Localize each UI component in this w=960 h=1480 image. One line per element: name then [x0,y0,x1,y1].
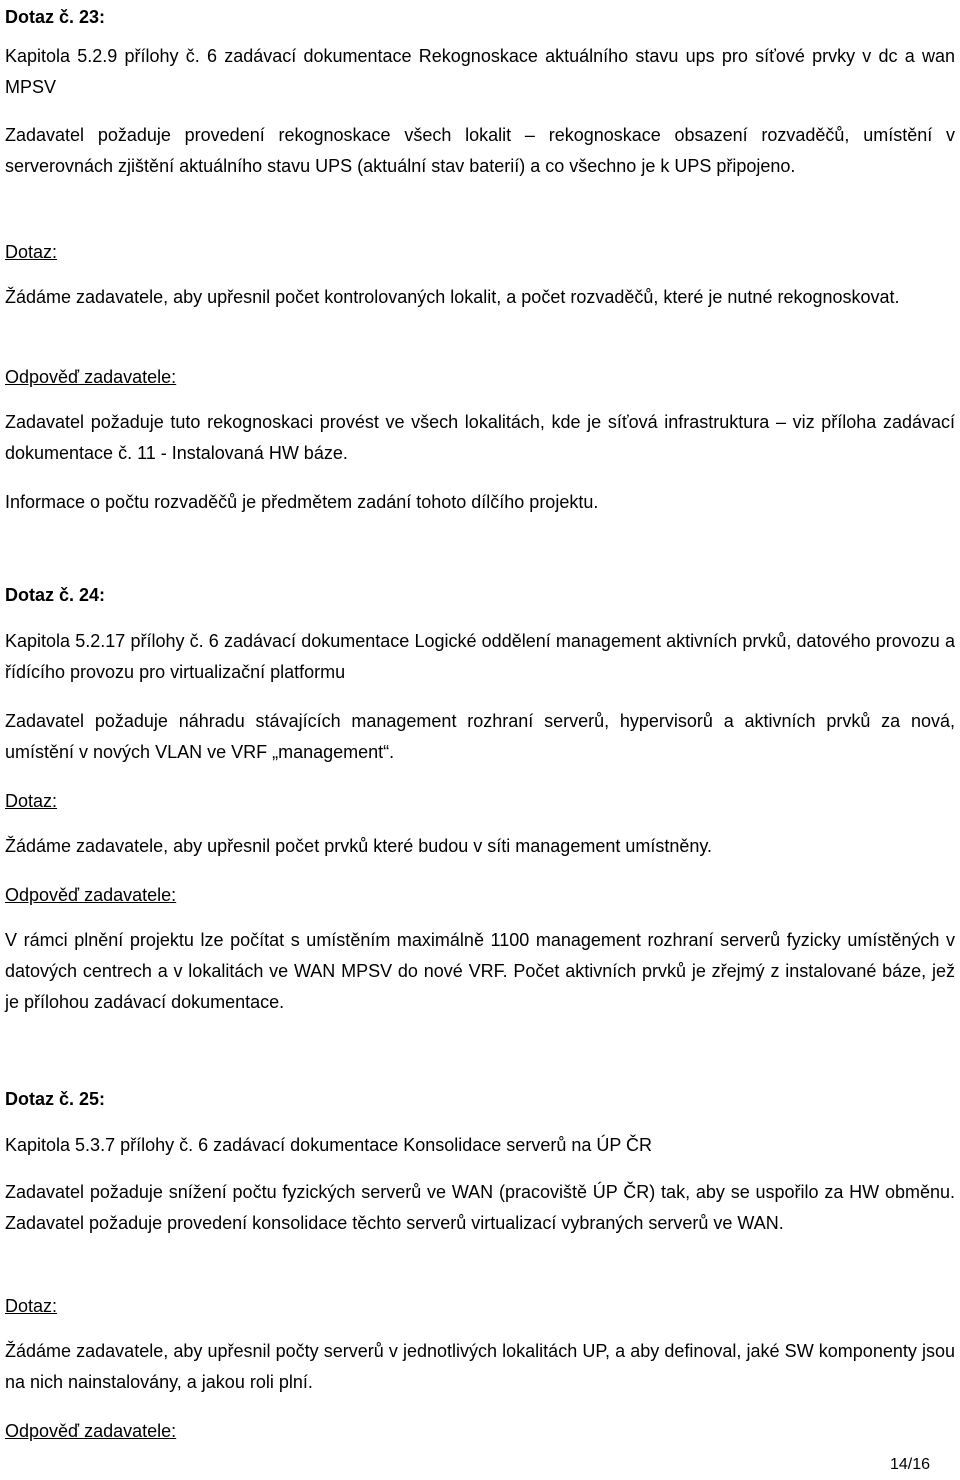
page-number: 14/16 [889,1456,930,1473]
q23-requirement: Zadavatel požaduje provedení rekognoskace všech lokalit – rekognoskace obsazení rozvaděčů, umístění v serverovnách zjištění aktuálního stavu UPS (aktuální stav baterií) a co všechno je k UPS připojeno. [5,125,955,176]
q25-requirement: Zadavatel požaduje snížení počtu fyzických serverů ve WAN (pracoviště ÚP ČR) tak, aby se uspořilo za HW obměnu. Zadavatel požaduje provedení konsolidace těchto serverů virtualizací vybraných serverů ve WAN. [5,1182,955,1233]
q23-answer-2: Informace o počtu rozvaděčů je předmětem zadání tohoto dílčího projektu. [5,492,599,512]
q25-chapter: Kapitola 5.3.7 přílohy č. 6 zadávací dokumentace Konsolidace serverů na ÚP ČR [5,1135,653,1155]
q23-chapter: Kapitola 5.2.9 přílohy č. 6 zadávací dokumentace Rekognoskace aktuálního stavu ups pro síťové prvky v dc a wan MPSV [5,46,955,97]
q24-heading: Dotaz č. 24: [5,585,106,605]
q24-answer-1: V rámci plnění projektu lze počítat s umístěním maximálně 1100 management rozhraní serverů fyzicky umístěných v datových centrech a v lokalitách ve WAN MPSV do nové VRF. Počet aktivních prvků je zřejmý z instalované báze, jež je přílohou zadávací dokumentace. [5,930,955,1012]
q23-heading: Dotaz č. 23: [5,7,106,27]
q24-answer-label: Odpověď zadavatele: [5,885,177,905]
q25-question: Žádáme zadavatele, aby upřesnil počty serverů v jednotlivých lokalitách UP, a aby definoval, jaké SW komponenty jsou na nich nainstalovány, a jakou roli plní. [5,1341,955,1392]
q25-answer-label: Odpověď zadavatele: [5,1421,177,1441]
q24-question-label: Dotaz: [5,791,58,811]
q24-question: Žádáme zadavatele, aby upřesnil počet prvků které budou v síti management umístněny. [5,836,713,856]
q25-question-label: Dotaz: [5,1296,58,1316]
q23-question: Žádáme zadavatele, aby upřesnil počet kontrolovaných lokalit, a počet rozvaděčů, které je nutné rekognoskovat. [5,287,900,307]
q25-heading: Dotaz č. 25: [5,1089,106,1109]
q24-requirement: Zadavatel požaduje náhradu stávajících management rozhraní serverů, hypervisorů a aktivních prvků za nová, umístění v nových VLAN ve VRF „management“. [5,711,955,762]
q23-question-label: Dotaz: [5,242,58,262]
q23-answer-1: Zadavatel požaduje tuto rekognoskaci provést ve všech lokalitách, kde je síťová infrastruktura – viz příloha zadávací dokumentace č. 11 - Instalovaná HW báze. [5,412,955,463]
q23-answer-label: Odpověď zadavatele: [5,367,177,387]
q24-chapter: Kapitola 5.2.17 přílohy č. 6 zadávací dokumentace Logické oddělení management aktivních prvků, datového provozu a řídícího provozu pro virtualizační platformu [5,631,955,682]
